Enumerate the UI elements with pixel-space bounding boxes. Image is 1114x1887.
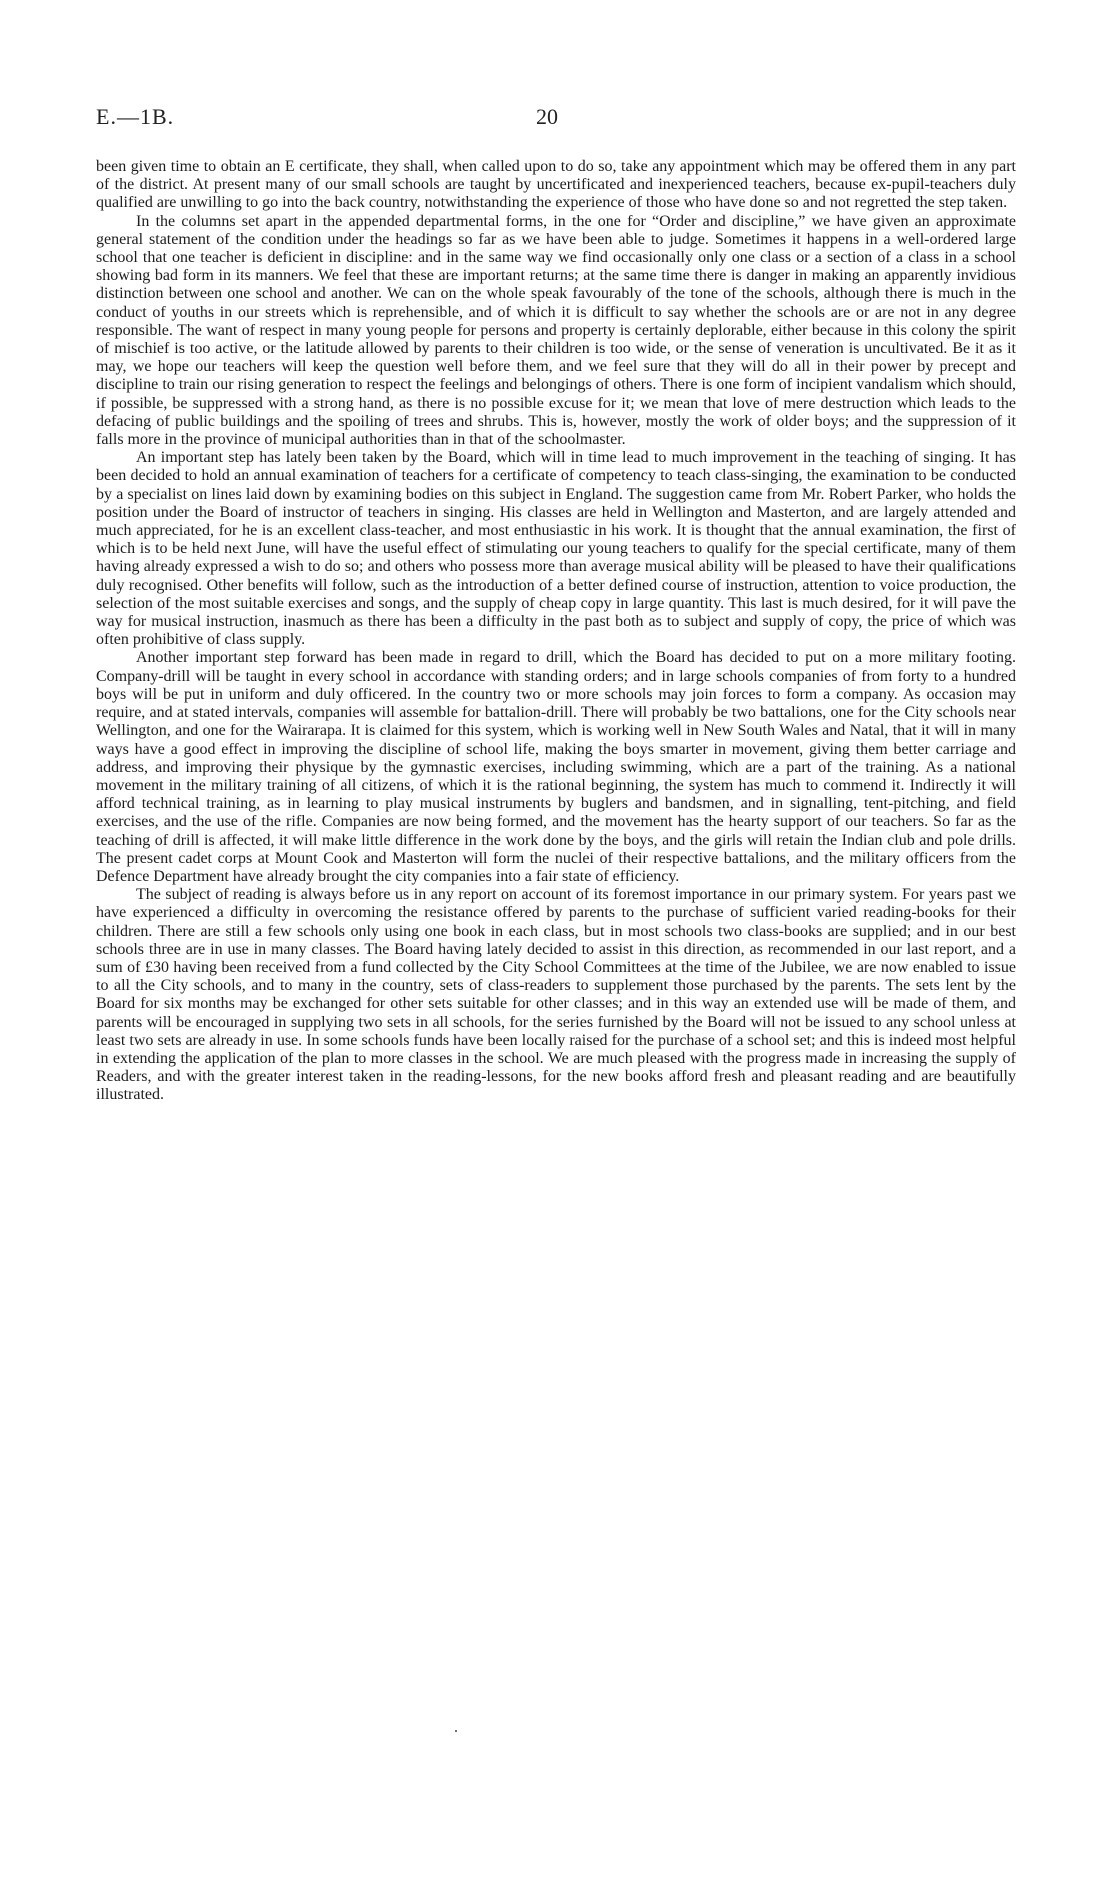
page-number: 20 — [536, 104, 558, 129]
document-reference: E.—1B. — [96, 104, 175, 129]
paragraph-singing: An important step has lately been taken by the Board, which will in time lead to much improvement in the teaching of singing. It has been decided to hold an annual examination of teachers for a certificate of competency to teach class-singing, the examination to be conducted by a specialist on lines laid down by examining bodies on this subject in England. The suggestion came from Mr. Robert Parker, who holds the position under the Board of instructor of teachers in singing. His classes are held in Wellington and Masterton, and are largely attended and much appreciated, for he is an excellent class-teacher, and most enthusiastic in his work. It is thought that the annual examination, the first of which is to be held next June, will have the useful effect of stimulating our young teachers to qualify for the special certificate, many of them having already expressed a wish to do so; and others who possess more than average musical ability will be pleased to have their qualifications duly recognised. Other benefits will follow, such as the introduction of a better defined course of instruction, attention to voice production, the selection of the most suitable exercises and songs, and the supply of cheap copy in large quantity. This last is much desired, for it will pave the way for musical instruction, inasmuch as there has been a difficulty in the past both as to subject and supply of copy, the price of which was often prohibitive of class supply. — [96, 449, 1016, 649]
paragraph-drill: Another important step forward has been made in regard to drill, which the Board has decided to put on a more military footing. Company-drill will be taught in every school in accordance with standing orders; and in large schools companies of from forty to a hundred boys will be put in uniform and duly officered. In the country two or more schools may join forces to form a company. As occasion may require, and at stated intervals, companies will assemble for battalion-drill. There will probably be two battalions, one for the City schools near Wellington, and one for the Wairarapa. It is claimed for this system, which is working well in New South Wales and Natal, that it will in many ways have a good effect in improving the discipline of school life, making the boys smarter in movement, giving them better carriage and address, and improving their physique by the gymnastic exercises, including swimming, which are a part of the training. As a national movement in the military training of all citizens, of which it is the rational beginning, the system has much to commend it. Indirectly it will afford technical training, as in learning to play musical instruments by buglers and bandsmen, and in signalling, tent-pitching, and field exercises, and the use of the rifle. Companies are now being formed, and the movement has the hearty support of our teachers. So far as the teaching of drill is affected, it will make little difference in the work done by the boys, and the girls will retain the Indian club and pole drills. The present cadet corps at Mount Cook and Masterton will form the nuclei of their respective battalions, and the military officers from the Defence Department have already brought the city companies into a fair state of efficiency. — [96, 649, 1016, 885]
body-text — [96, 158, 1016, 1105]
stray-mark — [455, 1730, 457, 1732]
paragraph-reading: The subject of reading is always before us in any report on account of its foremost importance in our primary system. For years past we have experienced a difficulty in overcoming the resistance offered by parents to the purchase of sufficient varied reading-books for their children. There are still a few schools only using one book in each class, but in most schools two class-books are supplied; and in our best schools three are in use in many classes. The Board having lately decided to assist in this direction, as recommended in our last report, and a sum of £30 having been received from a fund collected by the City School Committees at the time of the Jubilee, we are now enabled to issue to all the City schools, and to many in the country, sets of class-readers to supplement those purchased by the parents. The sets lent by the Board for six months may be exchanged for other sets suitable for other classes; and in this way an extended use will be made of them, and parents will be encouraged in supplying two sets in all schools, for the series furnished by the Board will not be issued to any school unless at least two sets are already in use. In some schools funds have been locally raised for the purchase of a school set; and this is indeed most helpful in extending the application of the plan to more classes in the school. We are much pleased with the progress made in increasing the supply of Readers, and with the greater interest taken in the reading-lessons, for the new books afford fresh and pleasant reading and are beautifully illustrated. — [96, 886, 1016, 1104]
paragraph-order-discipline: In the columns set apart in the appended departmental forms, in the one for “Order and discipline,” we have given an approximate general statement of the condition under the headings so far as we have been able to judge. Sometimes it happens in a well-ordered large school that one teacher is deficient in discipline: and in the same way we find occasionally only one class or a section of a class in a school showing bad form in its manners. We feel that these are important returns; at the same time there is danger in making an apparently invidious distinction between one school and another. We can on the whole speak favourably of the tone of the schools, although there is much in the conduct of youths in our streets which is reprehensible, and of which it is difficult to say whether the schools are or are not in any degree responsible. The want of respect in many young people for persons and property is certainly deplorable, either because in this colony the spirit of mischief is too active, or the latitude allowed by parents to their children is too wide, or the sense of veneration is uncultivated. Be it as it may, we hope our teachers will keep the question well before them, and we feel sure that they will do all in their power by precept and discipline to train our rising generation to respect the feelings and belongings of others. There is one form of incipient vandalism which should, if possible, be suppressed with a strong hand, as there is no possible excuse for it; we mean that love of mere destruction which leads to the defacing of public buildings and the spoiling of trees and shrubs. This is, however, mostly the work of older boys; and the suppression of it falls more in the province of municipal authorities than in that of the schoolmaster. — [96, 212, 1016, 449]
page-header — [96, 104, 1016, 136]
paragraph-continuation: been given time to obtain an E certificate, they shall, when called upon to do so, take any appointment which may be offered them in any part of the district. At present many of our small schools are taught by uncertificated and inexperienced teachers, because ex-pupil-teachers duly qualified are unwilling to go into the back country, notwithstanding the experience of those who have done so and not regretted the step taken. — [96, 158, 1016, 212]
